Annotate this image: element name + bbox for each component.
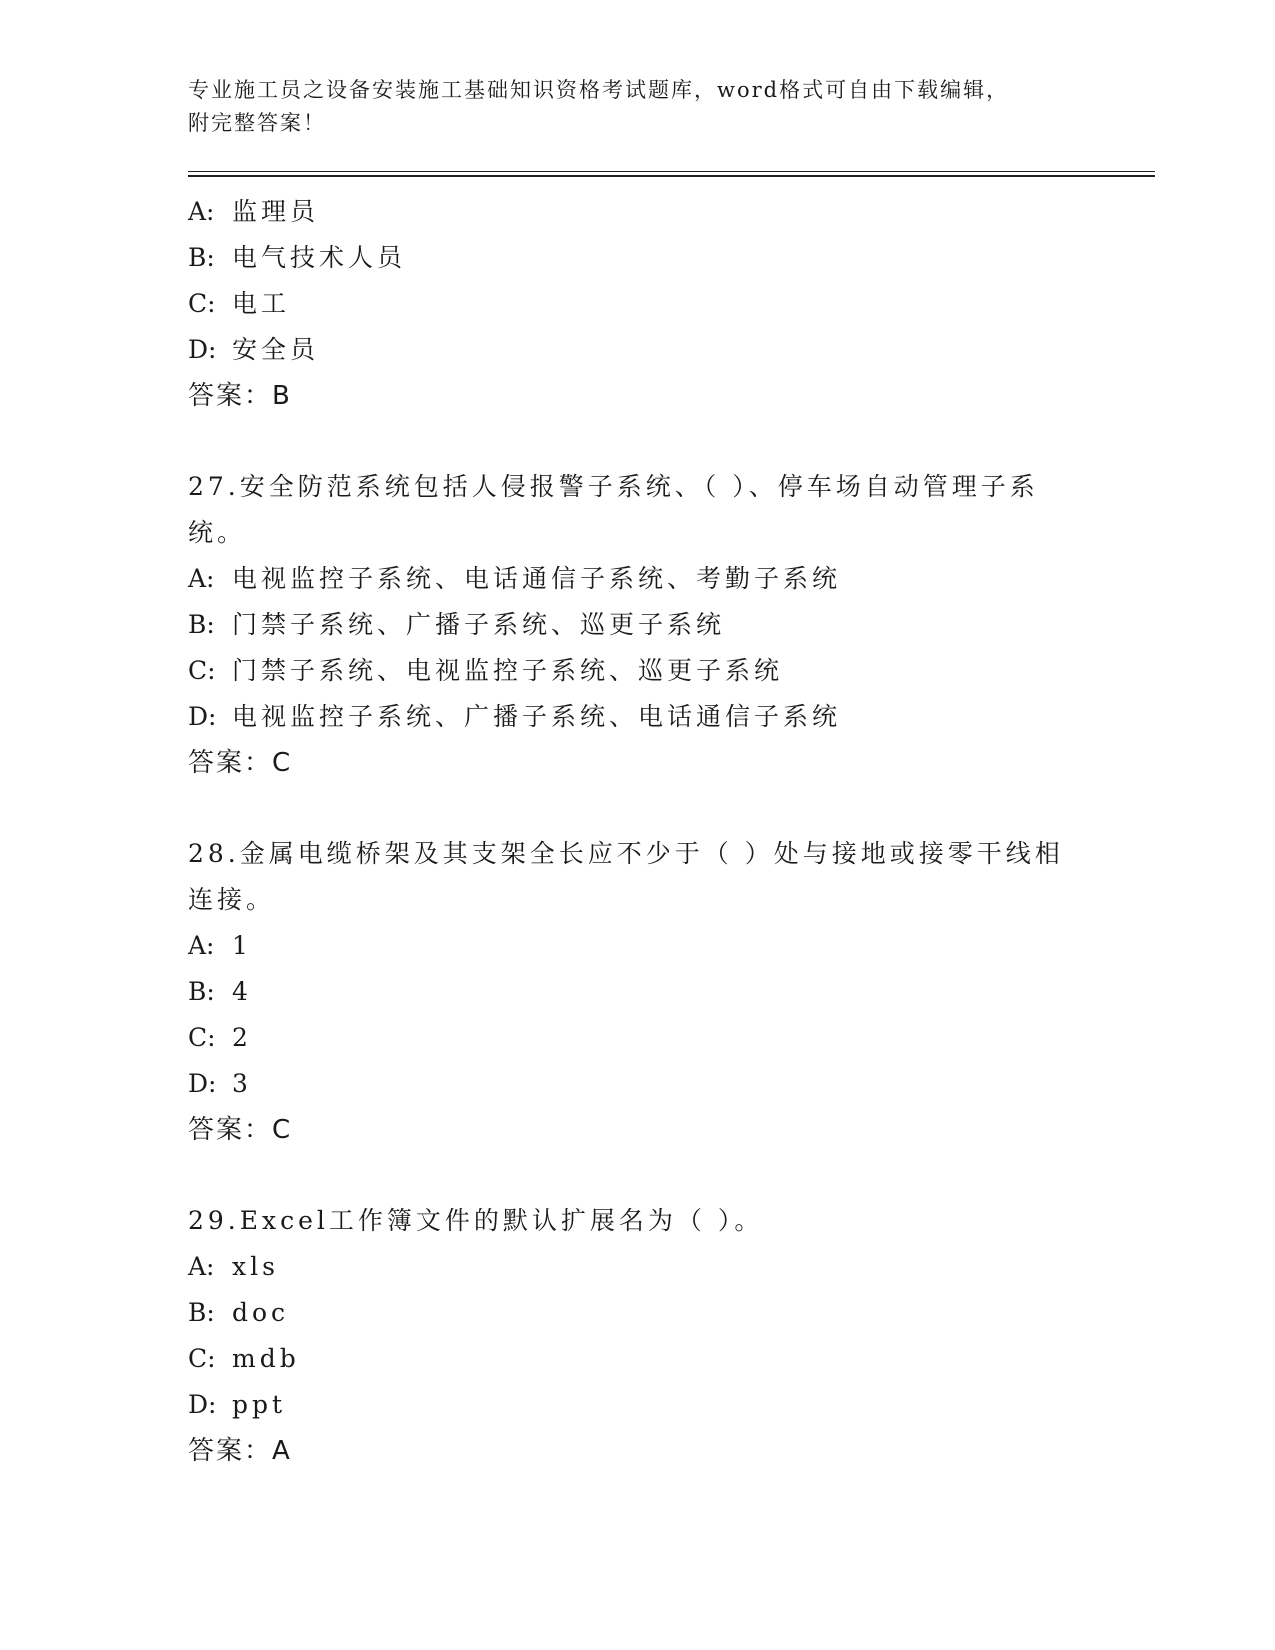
header-line-1: 专业施工员之设备安装施工基础知识资格考试题库，word格式可自由下载编辑， bbox=[188, 78, 1010, 102]
question-block bbox=[188, 831, 1088, 1153]
option-label: C: bbox=[188, 289, 216, 318]
option-label: B: bbox=[188, 1298, 215, 1327]
document-header bbox=[188, 74, 1088, 140]
option-text: 电视监控子系统、电话通信子系统、考勤子系统 bbox=[232, 564, 842, 593]
option-d bbox=[188, 327, 1088, 373]
question-spacer bbox=[188, 1153, 1088, 1198]
option-label: B: bbox=[188, 610, 215, 639]
option-text: 门禁子系统、电视监控子系统、巡更子系统 bbox=[232, 656, 784, 685]
option-label: C: bbox=[188, 1344, 216, 1373]
header-rule-thin bbox=[188, 171, 1155, 172]
question-block bbox=[188, 189, 1088, 419]
option-label: D: bbox=[188, 1069, 217, 1098]
option-c bbox=[188, 1336, 1088, 1382]
question-list bbox=[188, 189, 1088, 1474]
option-label: D: bbox=[188, 702, 217, 731]
option-label: A: bbox=[188, 564, 215, 593]
option-d bbox=[188, 694, 1088, 740]
option-text: 电视监控子系统、广播子系统、电话通信子系统 bbox=[232, 702, 842, 731]
option-text: 2 bbox=[232, 1023, 252, 1052]
option-d bbox=[188, 1061, 1088, 1107]
option-a bbox=[188, 556, 1088, 602]
option-text: 1 bbox=[232, 931, 252, 960]
option-text: 4 bbox=[232, 977, 252, 1006]
option-label: A: bbox=[188, 1252, 215, 1281]
question-spacer bbox=[188, 786, 1088, 831]
header-line-2: 附完整答案！ bbox=[188, 111, 326, 135]
option-text: 安全员 bbox=[232, 335, 320, 364]
question-stem: 27.安全防范系统包括人侵报警子系统、（ ）、停车场自动管理子系 bbox=[188, 472, 1039, 501]
answer-line: 答案：B bbox=[188, 381, 292, 411]
question-block bbox=[188, 464, 1088, 786]
answer-line: 答案：A bbox=[188, 1436, 292, 1466]
option-text: 门禁子系统、广播子系统、巡更子系统 bbox=[232, 610, 726, 639]
question-stem: 29.Excel工作簿文件的默认扩展名为（ ）。 bbox=[188, 1206, 764, 1235]
question-stem-cont: 连接。 bbox=[188, 885, 276, 914]
option-text: doc bbox=[232, 1298, 290, 1327]
option-label: A: bbox=[188, 197, 215, 226]
option-label: D: bbox=[188, 335, 217, 364]
option-text: 监理员 bbox=[232, 197, 320, 226]
question-spacer bbox=[188, 419, 1088, 464]
option-c bbox=[188, 1015, 1088, 1061]
question-block bbox=[188, 1198, 1088, 1474]
question-stem: 28.金属电缆桥架及其支架全长应不少于（ ）处与接地或接零干线相 bbox=[188, 839, 1064, 868]
option-label: A: bbox=[188, 931, 215, 960]
option-text: mdb bbox=[232, 1344, 300, 1373]
option-c bbox=[188, 281, 1088, 327]
header-rule-thick bbox=[188, 175, 1155, 177]
option-text: 3 bbox=[232, 1069, 252, 1098]
option-text: 电工 bbox=[232, 289, 291, 318]
option-label: D: bbox=[188, 1390, 217, 1419]
option-a bbox=[188, 923, 1088, 969]
option-b bbox=[188, 969, 1088, 1015]
option-a bbox=[188, 1244, 1088, 1290]
answer-line: 答案：C bbox=[188, 1115, 293, 1145]
option-label: C: bbox=[188, 656, 216, 685]
option-b bbox=[188, 602, 1088, 648]
option-text: ppt bbox=[232, 1390, 287, 1419]
option-label: B: bbox=[188, 977, 215, 1006]
option-text: 电气技术人员 bbox=[232, 243, 407, 272]
option-label: B: bbox=[188, 243, 215, 272]
option-c bbox=[188, 648, 1088, 694]
option-label: C: bbox=[188, 1023, 216, 1052]
option-text: xls bbox=[232, 1252, 279, 1281]
option-d bbox=[188, 1382, 1088, 1428]
option-a bbox=[188, 189, 1088, 235]
option-b bbox=[188, 235, 1088, 281]
option-b bbox=[188, 1290, 1088, 1336]
answer-line: 答案：C bbox=[188, 748, 293, 778]
question-stem-cont: 统。 bbox=[188, 518, 247, 547]
